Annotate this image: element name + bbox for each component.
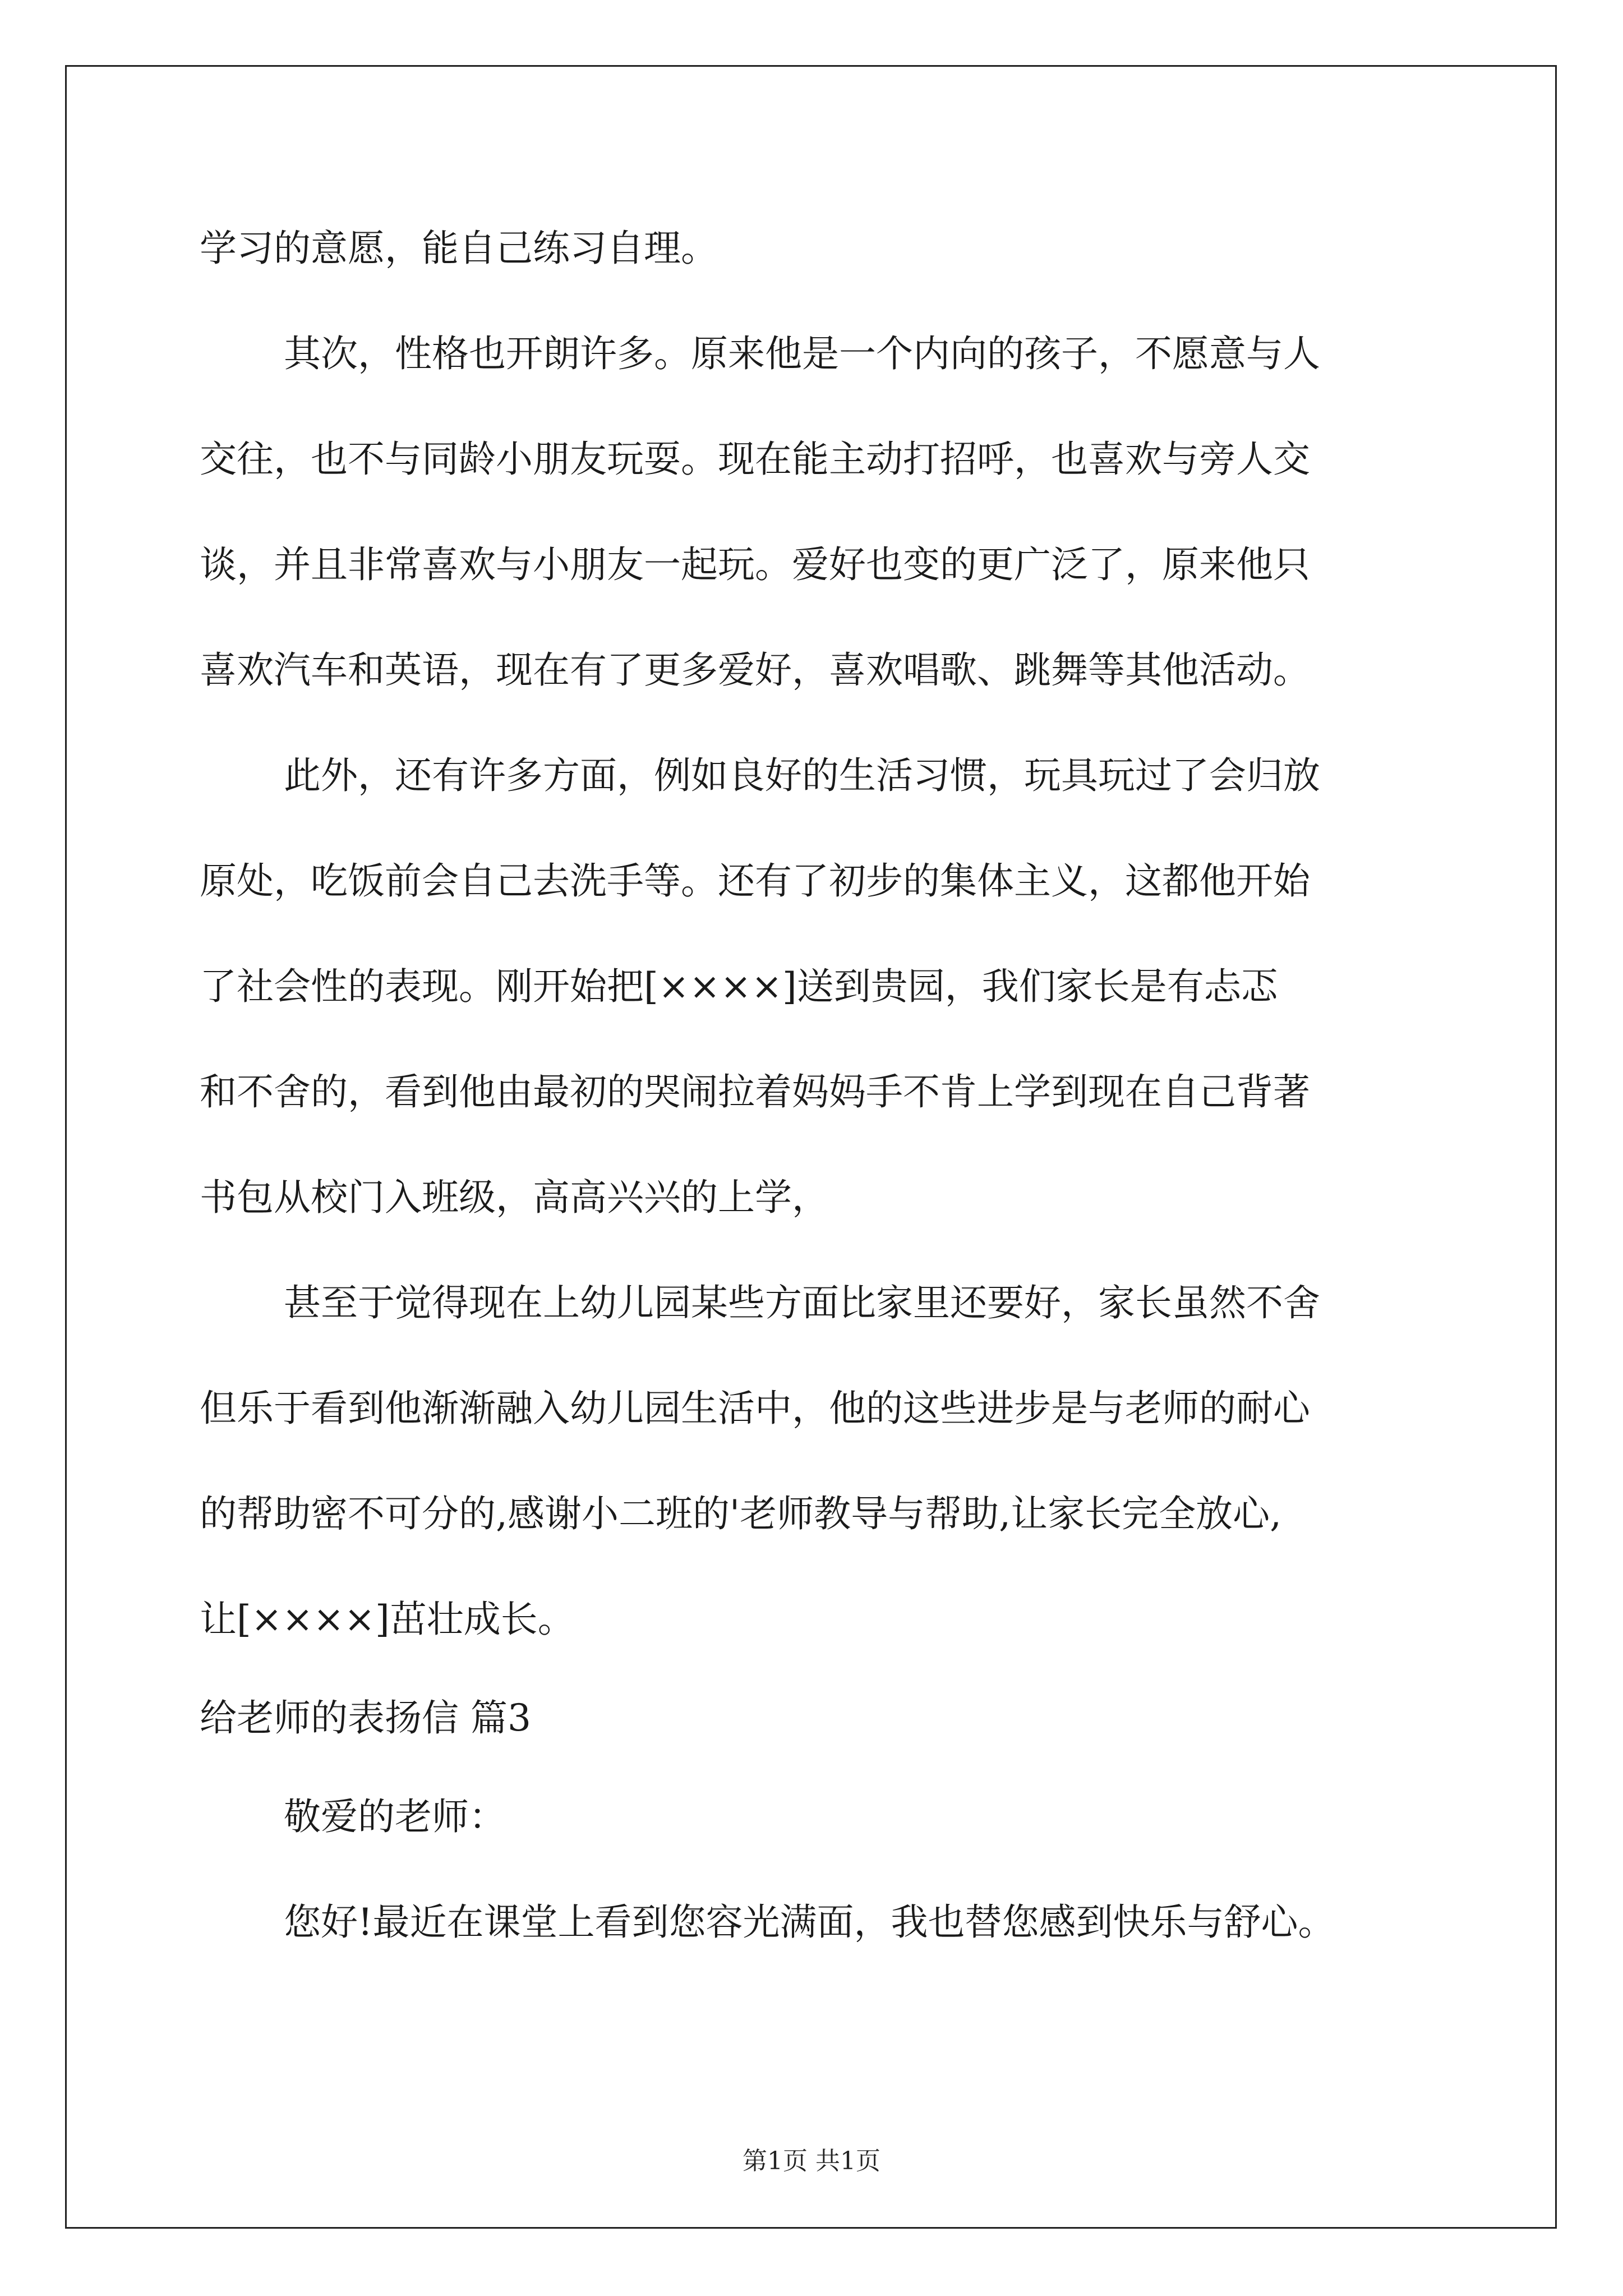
text-line: 其次，性格也开朗许多。原来他是一个内向的孩子，不愿意与人 xyxy=(284,332,1320,375)
text-line: 交往，也不与同龄小朋友玩耍。现在能主动打招呼，也喜欢与旁人交 xyxy=(200,438,1310,481)
text-line: 学习的意愿，能自己练习自理。 xyxy=(200,227,718,270)
page-footer: 第1页 共1页 xyxy=(743,2147,880,2175)
text-line: 谈，并且非常喜欢与小朋友一起玩。爱好也变的更广泛了，原来他只 xyxy=(200,543,1310,586)
text-line: 喜欢汽车和英语，现在有了更多爱好，喜欢唱歌、跳舞等其他活动。 xyxy=(200,648,1310,692)
text-line: 了社会性的表现。刚开始把[××××]送到贵园，我们家长是有忐忑 xyxy=(200,965,1278,1008)
text-line: 的帮助密不可分的,感谢小二班的'老师教导与帮助,让家长完全放心, xyxy=(200,1492,1282,1535)
text-line: 但乐于看到他渐渐融入幼儿园生活中，他的这些进步是与老师的耐心 xyxy=(200,1387,1310,1430)
text-line: 原处，吃饭前会自己去洗手等。还有了初步的集体主义，这都他开始 xyxy=(200,859,1310,903)
text-line: 和不舍的，看到他由最初的哭闹拉着妈妈手不肯上学到现在自己背著 xyxy=(200,1070,1310,1114)
section-heading: 给老师的表扬信 篇3 xyxy=(200,1696,531,1740)
text-line: 此外，还有许多方面，例如良好的生活习惯，玩具玩过了会归放 xyxy=(284,754,1320,797)
text-line: 甚至于觉得现在上幼儿园某些方面比家里还要好，家长虽然不舍 xyxy=(284,1281,1320,1324)
text-line: 让[××××]茁壮成长。 xyxy=(200,1598,575,1641)
salutation: 敬爱的老师： xyxy=(284,1795,506,1838)
text-line: 您好!最近在课堂上看到您容光满面，我也替您感到快乐与舒心。 xyxy=(284,1901,1335,1944)
text-line: 书包从校门入班级，高高兴兴的上学， xyxy=(200,1176,829,1219)
